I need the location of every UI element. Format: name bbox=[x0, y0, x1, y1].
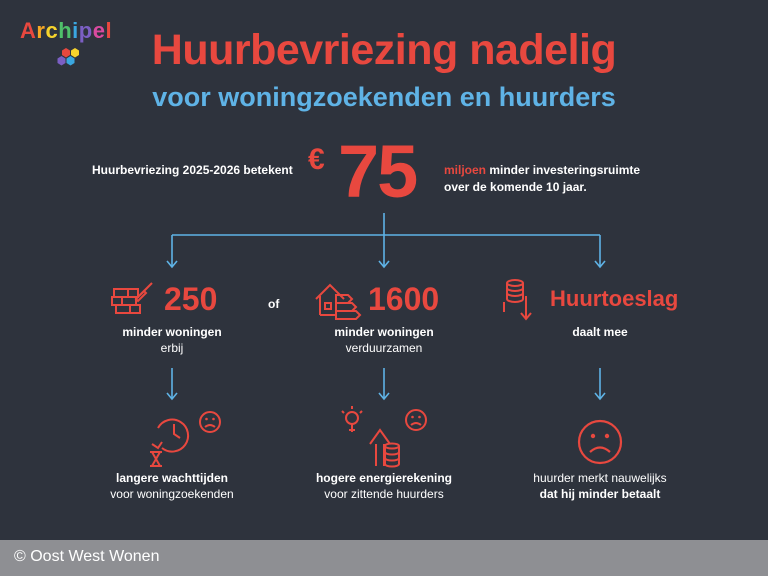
stat-label-2-bold: minder woningen bbox=[334, 325, 434, 339]
result-label-3 bbox=[500, 470, 700, 502]
stat-number-1: 250 bbox=[164, 281, 218, 317]
result-label-2-normal: voor zittende huurders bbox=[324, 487, 444, 501]
stat-number-3: Huurtoeslag bbox=[550, 286, 679, 311]
stat-label-2 bbox=[284, 324, 484, 356]
stat-label-3-bold: daalt mee bbox=[572, 325, 628, 339]
intro-rest-line1: minder investeringsruimte bbox=[486, 163, 641, 177]
amount-value: 75 bbox=[338, 130, 417, 213]
currency-symbol: € bbox=[308, 143, 325, 176]
logo-letter: h bbox=[58, 18, 73, 43]
logo-letter: p bbox=[78, 18, 93, 43]
coins-down-icon bbox=[500, 278, 540, 322]
amount-unit: miljoen bbox=[444, 163, 487, 177]
page-title: Huurbevriezing nadelig bbox=[151, 26, 617, 74]
stat-label-2-normal: verduurzamen bbox=[345, 341, 423, 355]
footer-copyright: © Oost West Wonen bbox=[14, 548, 160, 565]
stat-label-1 bbox=[72, 324, 272, 356]
stat-label-1-bold: minder woningen bbox=[122, 325, 222, 339]
result-label-3-bold: dat hij minder betaalt bbox=[539, 487, 661, 501]
page-subtitle: voor woningzoekenden en huurders bbox=[152, 82, 616, 112]
stat-label-1-normal: erbij bbox=[160, 341, 184, 355]
result-label-1-normal: voor woningzoekenden bbox=[110, 487, 234, 501]
logo-letter: r bbox=[36, 18, 46, 43]
logo-letter: A bbox=[20, 18, 37, 43]
result-label-2-bold: hogere energierekening bbox=[315, 471, 453, 485]
or-label: of bbox=[268, 297, 280, 311]
result-label-1-bold: langere wachttijden bbox=[115, 471, 229, 485]
result-label-2 bbox=[284, 470, 484, 502]
clock-hourglass-icon bbox=[148, 408, 224, 466]
result-label-3-normal: huurder merkt nauwelijks bbox=[533, 471, 667, 485]
brick-wall-trowel-icon bbox=[110, 281, 154, 319]
intro-lead: Huurbevriezing 2025-2026 betekent bbox=[92, 163, 293, 177]
result-label-1 bbox=[72, 470, 272, 502]
stat-number-2: 1600 bbox=[368, 281, 440, 317]
house-energy-label-icon bbox=[314, 281, 362, 319]
stat-label-3 bbox=[500, 324, 700, 340]
intro-rest-line2: over de komende 10 jaar. bbox=[444, 180, 587, 194]
energy-cost-rising-icon bbox=[340, 406, 430, 468]
logo-letter: l bbox=[105, 18, 113, 43]
logo-letter: i bbox=[72, 18, 79, 43]
logo-letter: e bbox=[92, 18, 106, 43]
sad-face-icon bbox=[576, 418, 624, 466]
logo-letter: c bbox=[45, 18, 59, 43]
